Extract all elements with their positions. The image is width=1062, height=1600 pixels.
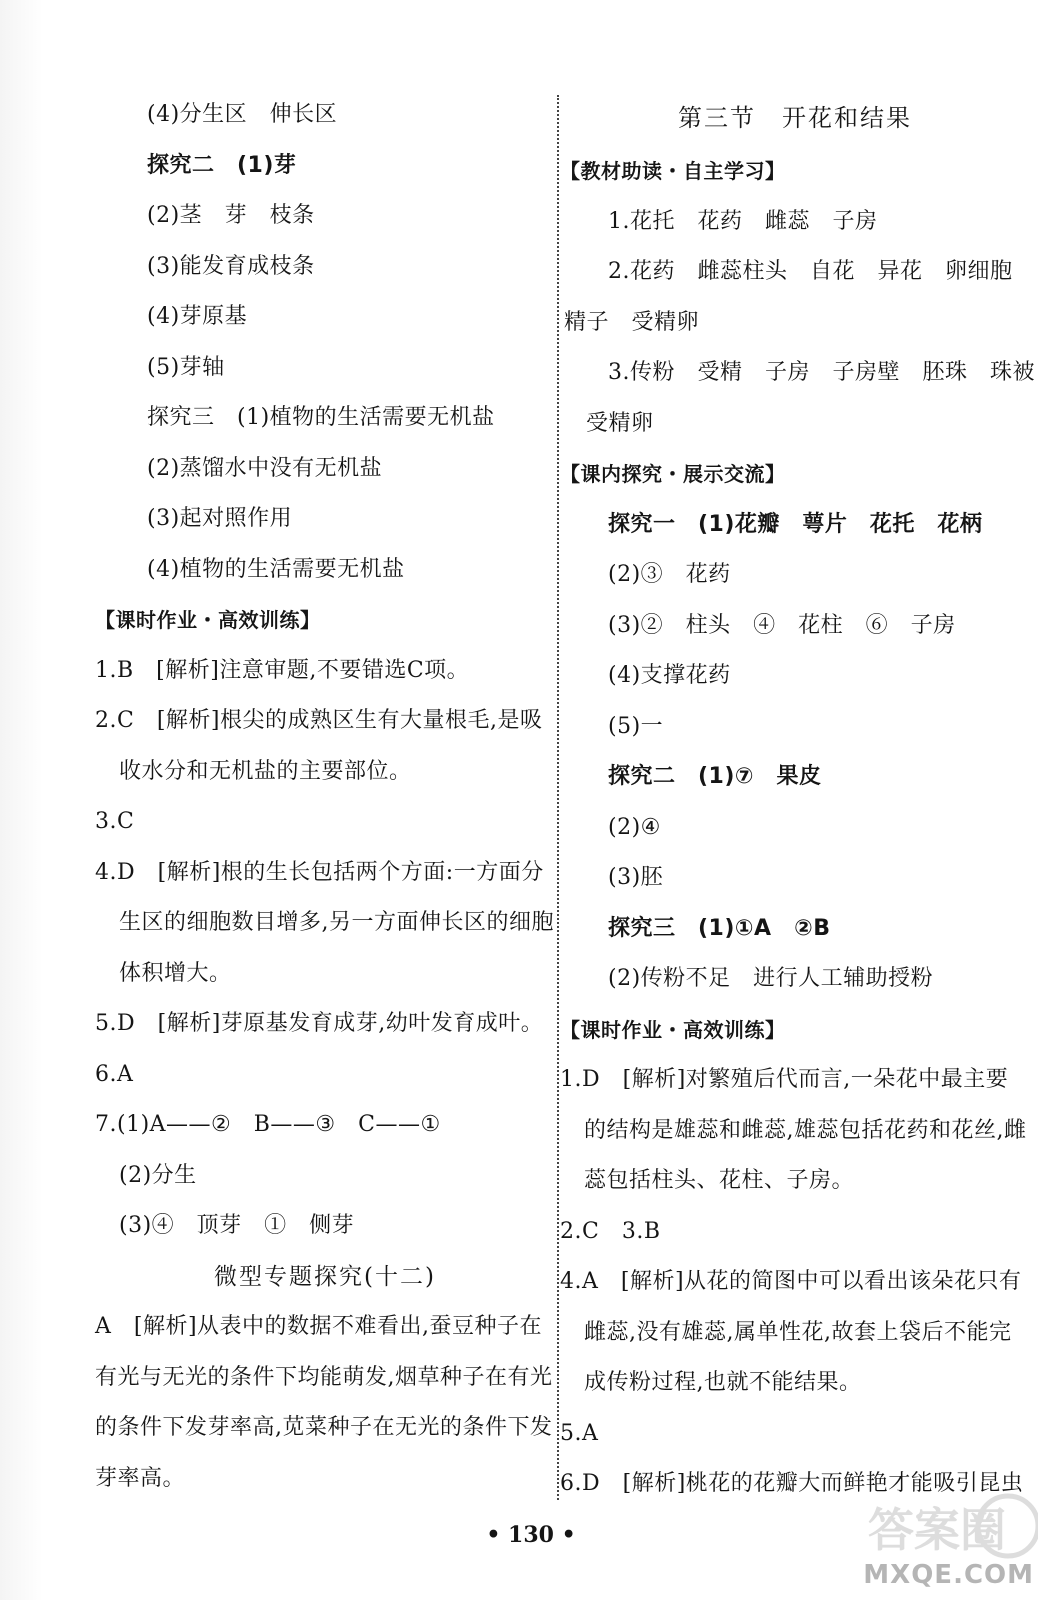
answer-line: 6.A	[95, 1061, 134, 1087]
answer-line: (4)植物的生活需要无机盐	[147, 556, 405, 582]
answer-line-continued: 的条件下发芽率高,苋菜种子在无光的条件下发	[95, 1415, 553, 1440]
answer-line: 5.A	[560, 1420, 599, 1446]
answer-line-continued: 成传粉过程,也就不能结果。	[584, 1370, 862, 1395]
answer-line: 3.传粉 受精 子房 子房壁 胚珠 珠被	[608, 360, 1035, 385]
answer-line: (2)茎 芽 枝条	[147, 203, 315, 228]
answer-line-continued: 芽率高。	[95, 1465, 186, 1491]
answer-line: (3)胚	[608, 865, 664, 890]
left-column	[95, 90, 555, 1504]
answer-line: (4)支撑花药	[608, 663, 731, 688]
answer-line: 1.B [解析]注意审题,不要错选C项。	[95, 657, 470, 683]
answer-line: 2.C [解析]根尖的成熟区生有大量根毛,是吸	[95, 708, 543, 733]
answer-line: 探究一 (1)花瓣 萼片 花托 花柄	[608, 511, 983, 537]
answer-line: 1.花托 花药 雌蕊 子房	[608, 208, 878, 234]
section-heading: 【课时作业・高效训练】	[95, 608, 321, 632]
answer-line: (3)② 柱头 ④ 花柱 ⑥ 子房	[608, 612, 956, 638]
answer-line-continued: 精子 受精卵	[564, 309, 700, 335]
answer-line: 4.A [解析]从花的简图中可以看出该朵花只有	[560, 1269, 1022, 1294]
answer-line-continued: 有光与无光的条件下均能萌发,烟草种子在有光	[95, 1364, 553, 1390]
watermark-logo-text: 答案圈	[868, 1503, 1006, 1557]
column-divider	[557, 95, 559, 1500]
answer-line: 1.D [解析]对繁殖后代而言,一朵花中最主要	[560, 1067, 1009, 1092]
answer-line-continued: 收水分和无机盐的主要部位。	[119, 758, 412, 784]
answer-line-continued: 雌蕊,没有雄蕊,属单性花,故套上袋后不能完	[584, 1319, 1012, 1345]
answer-line: 6.D [解析]桃花的花瓣大而鲜艳才能吸引昆虫	[560, 1471, 1024, 1496]
answer-line: (2)④	[608, 814, 661, 840]
page-number: • 130 •	[486, 1522, 576, 1548]
answer-line: A [解析]从表中的数据不难看出,蚕豆种子在	[95, 1314, 543, 1339]
answer-line: 7.(1)A——② B——③ C——①	[95, 1112, 441, 1137]
answer-line: 3.C	[95, 809, 135, 834]
answer-line: 2.花药 雌蕊柱头 自花 异花 卵细胞	[608, 259, 1013, 284]
answer-line: 4.D [解析]根的生长包括两个方面:一方面分	[95, 859, 544, 885]
section-heading: 【课内探究・展示交流】	[560, 462, 786, 486]
answer-line: (2)③ 花药	[608, 562, 731, 587]
section-heading: 【课时作业・高效训练】	[560, 1017, 786, 1042]
answer-line: (3)能发育成枝条	[147, 253, 315, 279]
answer-line-continued: 的结构是雄蕊和雌蕊,雄蕊包括花药和花丝,雌	[584, 1117, 1027, 1143]
right-column	[560, 90, 1035, 1510]
answer-line-continued: 受精卵	[586, 410, 654, 436]
section-heading: 【教材助读・自主学习】	[560, 159, 786, 183]
answer-line-continued: 体积增大。	[119, 960, 232, 986]
answer-line: (2)分生	[119, 1162, 197, 1188]
answer-line-continued: 蕊包括柱头、花柱、子房。	[584, 1168, 855, 1193]
answer-line: (4)芽原基	[147, 304, 248, 329]
answer-line: (2)蒸馏水中没有无机盐	[147, 455, 383, 481]
watermark-url: MXQE.COM	[863, 1560, 1034, 1590]
answer-line: (2)传粉不足 进行人工辅助授粉	[608, 966, 934, 991]
answer-line: 探究二 (1)⑦ 果皮	[608, 764, 822, 789]
answer-line: 5.D [解析]芽原基发育成芽,幼叶发育成叶。	[95, 1011, 544, 1036]
answer-line-continued: 生区的细胞数目增多,另一方面伸长区的细胞	[119, 910, 554, 935]
answer-line: (4)分生区 伸长区	[147, 102, 338, 127]
answer-line: (5)一	[608, 713, 664, 739]
answer-line: 探究二 (1)芽	[147, 152, 297, 178]
answer-line: (5)芽轴	[147, 354, 225, 380]
section-title: 第三节 开花和结果	[678, 104, 912, 132]
answer-line: 探究三 (1)①A ②B	[608, 915, 831, 941]
answer-line: 探究三 (1)植物的生活需要无机盐	[147, 405, 495, 430]
answer-line: (3)起对照作用	[147, 506, 293, 531]
answer-line: 2.C 3.B	[560, 1218, 661, 1244]
subsection-title: 微型专题探究(十二)	[214, 1263, 436, 1290]
answer-line: (3)④ 顶芽 ① 侧芽	[119, 1213, 355, 1238]
